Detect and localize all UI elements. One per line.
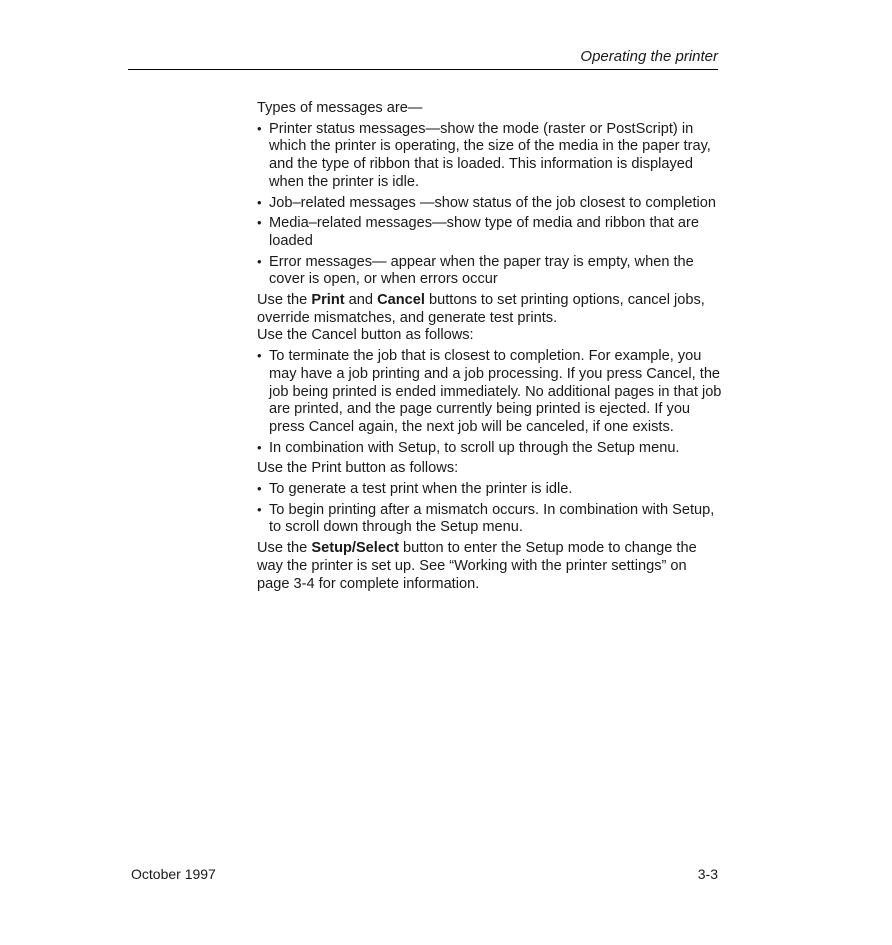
list-item [257,440,722,458]
bullet-icon: • [257,348,262,364]
setup-paragraph [257,540,722,593]
list-item-text: To generate a test print when the printer is idle. [269,481,573,498]
message-types-list [257,121,722,289]
bullet-icon: • [257,501,262,517]
text-run: buttons to set printing options, cancel jobs, override mismatches, and generate test prints. [257,292,705,326]
header-rule [128,69,718,70]
bullet-icon: • [257,439,262,455]
bullet-icon: • [257,481,262,497]
bullet-icon: • [257,253,262,269]
bullet-icon: • [257,194,262,210]
bullet-icon: • [257,120,262,136]
list-item [257,195,722,213]
bullet-icon: • [257,215,262,231]
list-item [257,348,722,437]
buttons-paragraph [257,292,722,327]
text-run: Use the [257,540,312,557]
list-item-text: Job–related messages —show status of the job closest to completion [269,194,716,211]
text-run: and [344,292,378,309]
cancel-button-term: Cancel [377,292,425,309]
list-item-text: To begin printing after a mismatch occurs. In combination with Setup, to scroll down through the Setup menu. [269,501,715,536]
list-item [257,121,722,192]
list-item [257,254,722,289]
text-run: button to enter the Setup mode to change the way the printer is set up. See “Working with the printer settings” on page 3-4 for complete information. [257,540,697,592]
page-body [257,100,722,593]
print-usage-list [257,481,722,537]
setup-select-button-term: Setup/Select [311,540,399,557]
list-item-text: Printer status messages—show the mode (raster or PostScript) in which the printer is operating, the size of the media in the paper tray, and the type of ribbon that is loaded. This information is displayed when the printer is idle. [269,120,711,190]
footer-page-number: 3-3 [697,866,718,882]
print-button-term: Print [311,292,345,309]
print-intro-text: Use the Print button as follows: [257,460,459,477]
text-run: Use the [257,292,312,309]
footer-date: October 1997 [131,866,216,882]
list-item-text: In combination with Setup, to scroll up through the Setup menu. [269,439,680,456]
cancel-intro-text: Use the Cancel button as follows: [257,327,474,344]
list-item-text: Media–related messages—show type of media and ribbon that are loaded [269,215,699,249]
list-item [257,481,722,499]
list-item-text: Error messages— appear when the paper tray is empty, when the cover is open, or when errors occur [269,253,694,288]
running-header-title: Operating the printer [580,48,718,65]
list-item [257,215,722,250]
cancel-usage-list [257,348,722,457]
intro-text: Types of messages are— [257,100,423,116]
list-item-text: To terminate the job that is closest to completion. For example, you may have a job printing and a job processing. If you press Cancel, the job being printed is ended immediately. No additional pages in that job are printed, and the page currently being printed is ejected. If you press Cancel again, the next job will be canceled, if one exists. [269,348,722,435]
list-item [257,502,722,537]
